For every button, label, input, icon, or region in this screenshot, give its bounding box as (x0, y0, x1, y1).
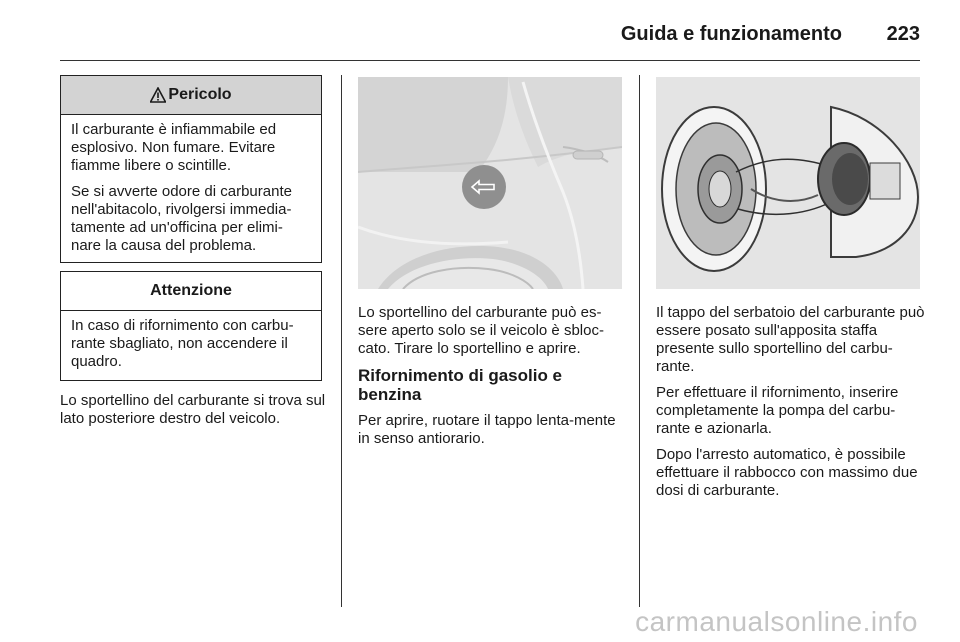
warning-triangle-icon (150, 87, 166, 103)
fuel-cap-drawing (656, 77, 920, 289)
col3-paragraph: Il tappo del serbatoio del carburante può essere posato sull'apposita staffa presente sullo sportellino del carbu-rante. (656, 304, 925, 375)
page-header (60, 20, 920, 50)
danger-box (60, 75, 322, 263)
column-divider-1 (341, 75, 342, 607)
car-side-drawing (358, 77, 622, 289)
col3-paragraph: Per effettuare il rifornimento, inserire completamente la pompa del carbu-rante e azionarla. (656, 384, 899, 437)
danger-paragraph: Se si avverte odore di carburante nell'abitacolo, rivolgersi immedia-tamente ad un'officina per elimi-nare la causa del problema. (71, 183, 292, 254)
refuel-heading: Rifornimento di gasolio e benzina (358, 366, 563, 404)
col2-paragraph-after-heading: Per aprire, ruotare il tappo lenta-mente in senso antiorario. (358, 412, 616, 447)
page-section-title: Guida e funzionamento (620, 23, 842, 45)
col1-text (60, 392, 326, 436)
watermark: carmanualsonline.info (635, 606, 918, 637)
car-fuel-flap-illustration (358, 77, 622, 289)
caution-box-title: Attenzione (150, 282, 232, 299)
caution-paragraph: In caso di rifornimento con carbu-rante sbagliato, non accendere il quadro. (71, 317, 294, 370)
page-number: 223 (886, 23, 920, 45)
col2-paragraph: Lo sportellino del carburante può es-sere aperto solo se il veicolo è sbloc-cato. Tirare lo sportellino e aprire. (358, 304, 604, 357)
col3-text (656, 304, 926, 508)
column-divider-2 (639, 75, 640, 607)
col1-paragraph: Lo sportellino del carburante si trova sul lato posteriore destro del veicolo. (60, 392, 326, 427)
danger-box-header (61, 76, 321, 115)
danger-box-title: Pericolo (168, 86, 232, 103)
danger-paragraph: Il carburante è infiammabile ed esplosivo. Non fumare. Evitare fiamme libere o scintille. (71, 121, 277, 174)
caution-box-header (61, 272, 321, 311)
header-rule (60, 60, 920, 61)
col3-paragraph: Dopo l'arresto automatico, è possibile effettuare il rabbocco con massimo due dosi di carburante. (656, 446, 918, 499)
col2-text (358, 304, 624, 456)
caution-box (60, 271, 322, 381)
caution-box-body (61, 311, 321, 379)
fuel-cap-illustration (656, 77, 920, 289)
danger-box-body (61, 115, 321, 263)
